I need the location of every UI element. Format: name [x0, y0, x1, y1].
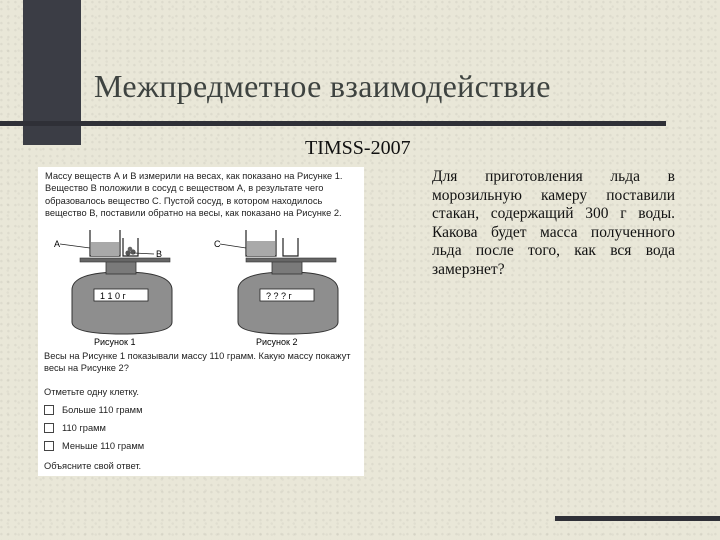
slide-title: Межпредметное взаимодействие	[94, 68, 551, 104]
option-label: Меньше 110 грамм	[62, 441, 145, 451]
task-scan	[38, 167, 364, 476]
figure-1-caption: Рисунок 1	[94, 337, 136, 347]
figure-1-reading: 1 1 0 г	[100, 291, 126, 301]
option-label: 110 грамм	[62, 423, 106, 433]
task-question: Весы на Рисунке 1 показывали массу 110 грамм. Какую массу покажут весы на Рисунке 2?	[44, 351, 351, 374]
figure-2-caption: Рисунок 2	[256, 337, 298, 347]
figure-1-label-b: B	[156, 249, 163, 259]
checkbox[interactable]	[44, 441, 54, 451]
task-intro: Массу веществ А и В измерили на весах, как показано на Рисунке 1. Вещество В положили в сосуд с веществом А, в результате чего образовалось вещество С. Пустой сосуд, в котором находилось вещество В, поставили обратно на весы, как показано на Рисунке 2.	[45, 171, 343, 218]
checkbox[interactable]	[44, 405, 54, 415]
decorative-bottom-rule	[555, 516, 720, 521]
figure-2-reading: ? ? ? г	[266, 291, 292, 301]
task-explain: Объясните свой ответ.	[44, 461, 142, 471]
answer-option-more[interactable]	[44, 405, 142, 415]
question-text: Для приготовления льда в морозильную камеру поставили стакан, содержащий 300 г воды. Какова будет масса полученного льда после того, как вся вода замерзнет?	[432, 168, 675, 278]
title-underline	[0, 121, 666, 126]
figure-2-label-c: C	[214, 239, 221, 249]
scales-figure	[38, 222, 364, 350]
figure-1-label-a: A	[54, 239, 61, 249]
figure-1	[60, 230, 172, 334]
task-instruction: Отметьте одну клетку.	[44, 387, 139, 397]
checkbox[interactable]	[44, 423, 54, 433]
answer-option-equal[interactable]	[44, 423, 106, 433]
figure-2	[220, 230, 338, 334]
option-label: Больше 110 грамм	[62, 405, 143, 415]
answer-option-less[interactable]	[44, 441, 144, 451]
slide-subtitle: TIMSS-2007	[305, 137, 411, 159]
